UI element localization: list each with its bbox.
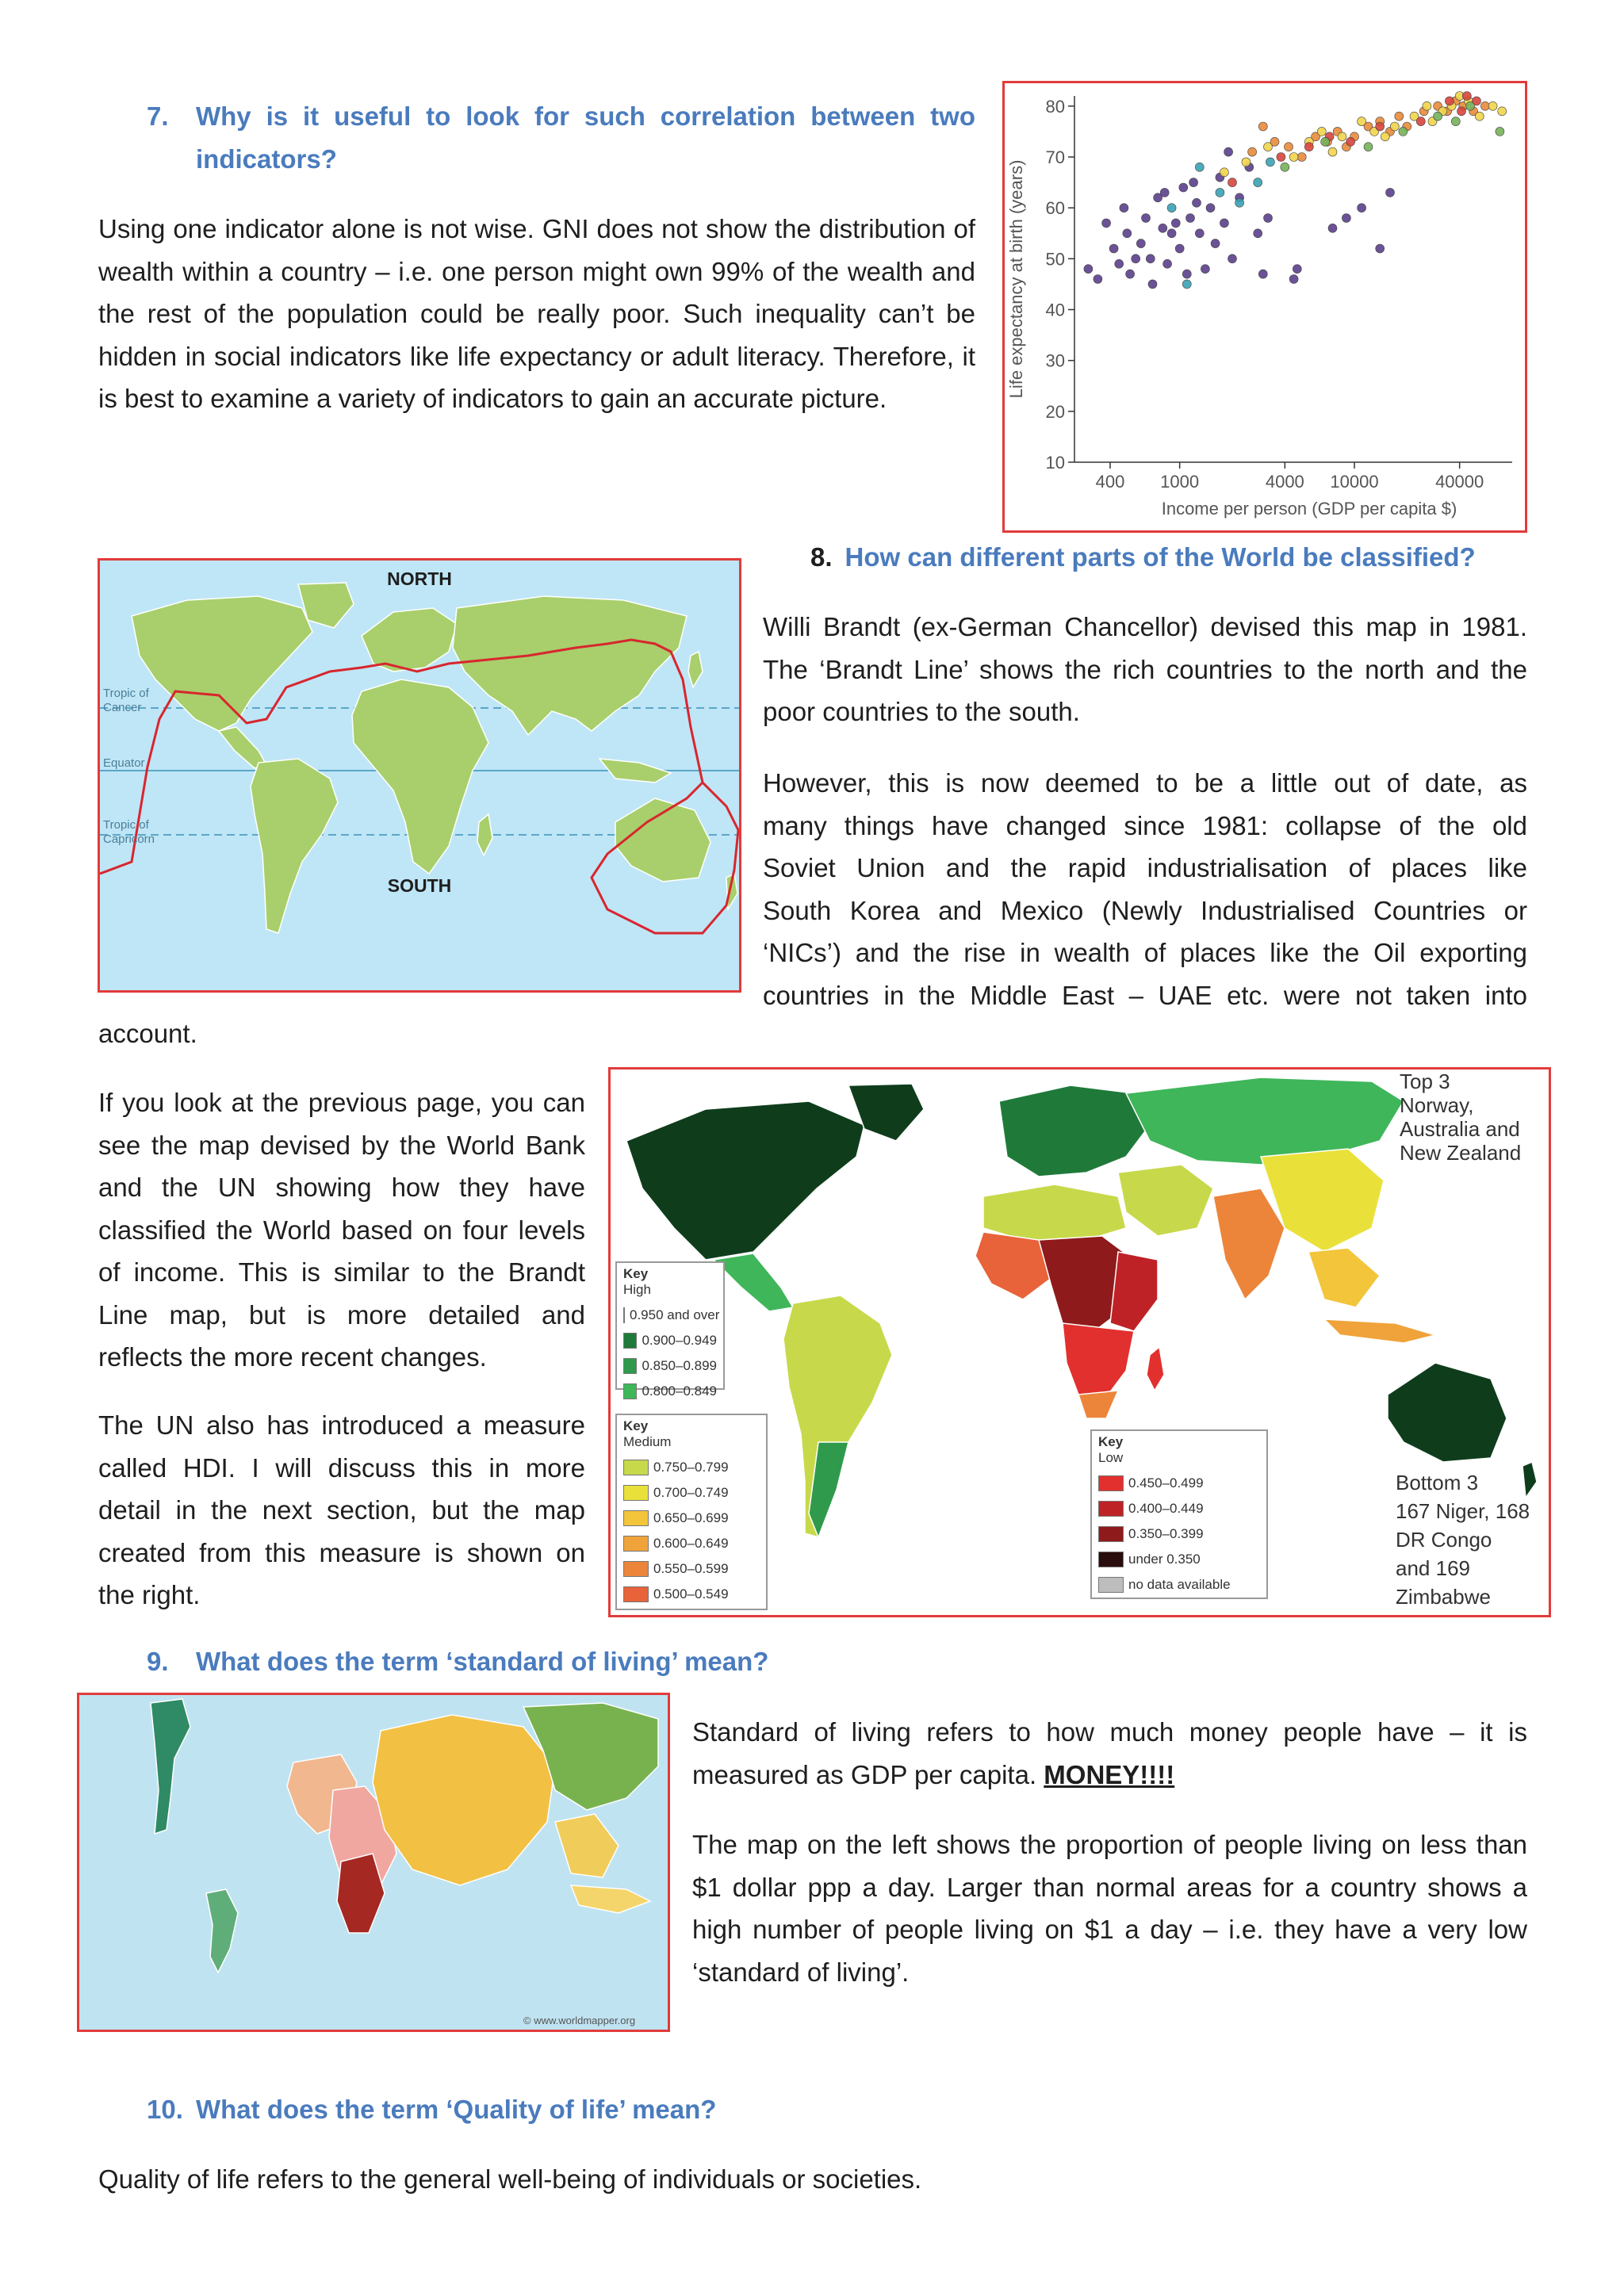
data-point-teal [1235,198,1244,207]
tropic-cancer-label-1: Tropic of [103,687,149,700]
equator-label: Equator [103,756,145,770]
q8-para2-line-4: South Korea and Mexico (Newly Industrialised Countries or [763,895,1527,925]
hdi-legend-label: 0.800–0.849 [642,1383,717,1399]
q8-para4: The UN also has introduced a measure called HDI. I will discuss this in more detail in the next section, but the map created from this measure is shown on the right. [98,1410,585,1609]
data-point-green [1399,127,1408,136]
bottom3-note-1: Bottom 3 [1396,1471,1479,1494]
q8-para2-line-3: Soviet Union and the rapid industrialisation of places like [763,853,1527,882]
data-point-purple [1293,265,1301,274]
data-point-purple [1171,219,1180,228]
hdi-legend-label: 0.500–0.549 [653,1586,729,1601]
hdi-legend-swatch [1098,1552,1124,1567]
q7-title-line1: Why is it useful to look for such correlation between two [196,101,975,131]
data-point-yellow [1498,107,1507,116]
hdi-legend-label: 0.350–0.399 [1128,1526,1204,1541]
data-point-red [1346,137,1355,146]
top3-note-3: Australia and [1400,1117,1520,1141]
data-point-purple [1358,204,1366,212]
tropic-capricorn-label-1: Tropic of [103,818,149,832]
data-point-purple [1206,204,1215,212]
bottom3-note-3: DR Congo [1396,1528,1492,1552]
data-point-purple [1132,254,1140,263]
hdi-legend-swatch [623,1510,649,1526]
hdi-legend-row [1098,1475,1260,1491]
data-point-green [1496,127,1504,136]
hdi-legend-swatch [623,1561,649,1577]
data-point-red [1376,122,1385,131]
data-point-purple [1167,229,1176,238]
data-point-green [1451,117,1460,126]
q8-para3: If you look at the previous page, you can see the map devised by the World Bank and the UN showing how they have classified the World based on four levels of income. This is similar to the Brandt Line map, but is more detailed and reflects the more recent changes. [98,1088,585,1372]
hdi-legend-row [623,1460,760,1475]
data-point-purple [1289,275,1298,284]
data-point-red [1445,97,1454,105]
data-point-purple [1376,244,1385,253]
y-tick-label: 30 [1045,350,1065,371]
q7-number: 7. [147,101,169,131]
worldmapper-credit: © www.worldmapper.org [523,2015,636,2026]
data-point-yellow [1381,132,1389,141]
hdi-legend-swatch [623,1485,649,1501]
x-tick-label: 1000 [1160,472,1200,492]
hdi-legend-swatch [623,1358,637,1374]
data-point-purple [1142,214,1151,223]
hdi-legend-label: 0.750–0.799 [653,1460,729,1475]
hdi-legend-swatch [623,1536,649,1552]
data-point-teal [1182,280,1191,289]
data-point-green [1321,137,1330,146]
data-point-purple [1136,239,1145,248]
top3-note-2: Norway, [1400,1093,1474,1117]
scatter-chart [1005,83,1525,530]
data-point-orange [1258,122,1267,131]
hdi-map [608,1067,1551,1617]
q10-number: 10. [147,2095,183,2124]
hdi-key-high [615,1261,725,1399]
q10-heading [147,2088,716,2131]
q8-para2-line-6: countries in the Middle East – UAE etc. were not taken into [763,980,1527,1010]
y-tick-label: 60 [1045,198,1065,219]
hdi-legend-row [623,1333,717,1349]
data-point-purple [1159,224,1167,232]
data-point-teal [1216,188,1224,197]
y-tick-label: 20 [1045,401,1065,422]
hdi-legend-row [1098,1501,1260,1517]
data-point-purple [1182,270,1191,278]
data-point-red [1277,153,1285,162]
hdi-legend-row [623,1358,717,1374]
q7-heading [147,95,975,181]
data-point-purple [1123,229,1132,238]
data-point-purple [1186,214,1195,223]
q8-para2-tail: account. [98,1019,197,1048]
data-point-purple [1220,219,1228,228]
tropic-cancer-label-2: Cancer [103,701,142,714]
data-point-purple [1254,229,1262,238]
hdi-legend-swatch [1098,1577,1124,1593]
data-point-purple [1189,178,1198,187]
data-point-orange [1395,112,1404,121]
hdi-key-medium-title: Key [623,1418,649,1433]
hdi-legend-row [623,1536,760,1552]
q9-para2: The map on the left shows the proportion of people living on less than $1 dollar ppp a day. Larger than normal areas for a country shows a high number of people living on $1 a day – i.e. they have a very low ‘standard of living’. [692,1830,1527,1987]
hdi-legend-label: 0.400–0.449 [1128,1501,1204,1516]
data-point-purple [1115,259,1124,268]
q8-title: How can different parts of the World be classified? [845,542,1476,572]
y-tick-label: 70 [1045,147,1065,167]
data-point-yellow [1390,122,1399,131]
data-point-purple [1228,254,1237,263]
x-axis-title: Income per person (GDP per capita $) [1161,499,1457,519]
data-point-yellow [1475,112,1484,121]
y-tick-label: 50 [1045,249,1065,270]
hdi-legend-row [623,1586,760,1602]
q9-heading [147,1640,768,1683]
brandt-line-map [98,558,741,993]
data-point-yellow [1423,101,1431,110]
x-tick-label: 10000 [1330,472,1379,492]
q10-answer: Quality of life refers to the general well-being of individuals or societies. [98,2164,922,2194]
hdi-legend-swatch [623,1383,637,1399]
y-axis-title: Life expectancy at birth (years) [1006,159,1026,399]
data-point-orange [1480,101,1489,110]
data-point-purple [1193,198,1201,207]
data-point-yellow [1264,143,1273,151]
hdi-legend-row [623,1485,760,1501]
data-point-red [1462,92,1471,101]
data-point-red [1457,107,1466,116]
hdi-key-high-rows [623,1307,720,1399]
hdi-legend-swatch [1098,1475,1124,1491]
q8-para2-line-5: ‘NICs’) and the rise in wealth of places like the Oil exporting [763,938,1527,967]
hdi-legend-label: 0.900–0.949 [642,1333,717,1348]
hdi-legend-label: 0.700–0.749 [653,1485,729,1500]
hdi-legend-label: 0.850–0.899 [642,1358,717,1373]
data-point-purple [1148,280,1157,289]
hdi-legend-label: 0.550–0.599 [653,1561,729,1576]
data-point-purple [1109,244,1118,253]
data-point-purple [1175,244,1184,253]
data-point-purple [1179,183,1188,192]
hdi-legend-row [623,1383,717,1399]
hdi-legend-row [623,1510,760,1526]
data-point-yellow [1328,147,1337,156]
data-point-purple [1163,259,1172,268]
brandt-map-svg [100,561,739,990]
hdi-legend-row [623,1561,760,1577]
hdi-legend-swatch [1098,1501,1124,1517]
south-label: SOUTH [387,875,452,896]
data-point-teal [1167,204,1176,212]
hdi-legend-row [1098,1552,1260,1567]
data-point-yellow [1289,153,1298,162]
hdi-key-medium-level: Medium [623,1434,672,1449]
top3-note-1: Top 3 [1400,1070,1450,1093]
q9-money-emphasis: MONEY!!!! [1044,1759,1175,1789]
data-point-yellow [1338,132,1346,141]
data-point-purple [1094,275,1102,284]
hdi-legend-swatch [623,1460,649,1475]
data-point-green [1434,112,1442,121]
x-tick-label: 400 [1095,472,1125,492]
data-point-purple [1386,188,1395,197]
data-point-yellow [1220,168,1228,177]
hdi-legend-label: 0.600–0.649 [653,1536,729,1551]
data-point-orange [1297,153,1306,162]
data-point-green [1364,143,1373,151]
data-point-orange [1285,143,1293,151]
data-point-teal [1266,158,1274,166]
data-point-green [1281,163,1289,171]
data-point-purple [1258,270,1267,278]
data-point-red [1304,143,1313,151]
north-label: NORTH [387,568,452,589]
data-point-purple [1342,214,1350,223]
hdi-legend-label: 0.950 and over [630,1307,720,1322]
hdi-legend-swatch [623,1307,625,1323]
x-tick-label: 40000 [1435,472,1484,492]
bottom3-note-5: Zimbabwe [1396,1585,1491,1609]
data-point-purple [1084,265,1093,274]
hdi-legend-row [1098,1577,1260,1593]
hdi-key-low-level: Low [1098,1450,1124,1465]
bottom3-note-2: 167 Niger, 168 [1396,1499,1530,1523]
q9-number: 9. [147,1647,169,1676]
data-point-purple [1120,204,1128,212]
data-point-purple [1211,239,1220,248]
q8-para1: Willi Brandt (ex-German Chancellor) devised this map in 1981. The ‘Brandt Line’ shows the rich countries to the north and the poor countries to the south. [763,612,1527,726]
hdi-legend-swatch [623,1333,637,1349]
data-point-teal [1254,178,1262,187]
data-point-red [1416,117,1425,126]
data-point-yellow [1242,158,1251,166]
data-point-purple [1195,229,1204,238]
cartogram-svg [79,1695,668,2030]
data-point-purple [1102,219,1111,228]
q8-para2 [763,762,1527,1016]
x-tick-label: 4000 [1265,472,1304,492]
hdi-key-low-title: Key [1098,1434,1124,1449]
data-point-purple [1146,254,1155,263]
data-point-yellow [1317,127,1326,136]
data-point-teal [1195,163,1204,171]
q8-para2-line-1: However, this is now deemed to be a little out of date, as [763,768,1527,798]
data-point-green [1466,101,1475,110]
hdi-key-high-title: Key [623,1266,649,1281]
q8-para2-line-2: many things have changed since 1981: collapse of the old [763,810,1527,840]
life-expectancy-chart-figure [1002,81,1527,533]
q10-title: What does the term ‘Quality of life’ mean? [196,2095,717,2124]
data-point-yellow [1488,101,1497,110]
hdi-key-medium-rows [623,1460,760,1602]
data-point-purple [1328,224,1337,232]
y-tick-label: 40 [1045,300,1065,320]
tropic-capricorn-label-2: Capricorn [103,832,155,846]
q8-heading [810,536,1476,579]
hdi-legend-label: under 0.350 [1128,1552,1201,1567]
hdi-legend-row [623,1307,720,1323]
hdi-key-low [1090,1429,1268,1599]
data-point-purple [1201,265,1209,274]
q7-title-line2: indicators? [196,144,337,174]
data-point-yellow [1358,117,1366,126]
poverty-cartogram-map [77,1693,670,2032]
data-point-purple [1126,270,1135,278]
bottom3-note-4: and 169 [1396,1556,1470,1580]
data-point-purple [1264,214,1273,223]
data-point-purple [1224,147,1233,156]
hdi-key-medium [615,1414,768,1610]
hdi-key-low-rows [1098,1475,1260,1593]
hdi-key-high-level: High [623,1282,651,1297]
data-point-purple [1160,188,1169,197]
y-tick-label: 80 [1045,96,1065,117]
hdi-legend-swatch [1098,1526,1124,1542]
q9-title: What does the term ‘standard of living’ mean? [196,1647,769,1676]
data-point-orange [1248,147,1257,156]
hdi-legend-label: 0.650–0.699 [653,1510,729,1525]
q9-para1 [692,1711,1527,1796]
data-point-red [1228,178,1237,187]
y-tick-label: 10 [1045,453,1065,473]
hdi-legend-row [1098,1526,1260,1542]
hdi-legend-label: 0.450–0.499 [1128,1475,1204,1490]
hdi-legend-swatch [623,1586,649,1602]
q7-answer: Using one indicator alone is not wise. GNI does not show the distribution of wealth within a country – i.e. one person might own 99% of the wealth and the rest of the population could be really poor. Such inequality can’t be hidden in social indicators like life expectancy or adult literacy. Therefore, it is best to examine a variety of indicators to gain an accurate picture. [98,214,975,413]
q9-para1-lead: Standard of living refers to how much money people have – it is measured as GDP per capita. [692,1717,1527,1789]
hdi-legend-label: no data available [1128,1577,1231,1592]
q8-number: 8. [810,542,833,572]
top3-note-4: New Zealand [1400,1141,1522,1165]
